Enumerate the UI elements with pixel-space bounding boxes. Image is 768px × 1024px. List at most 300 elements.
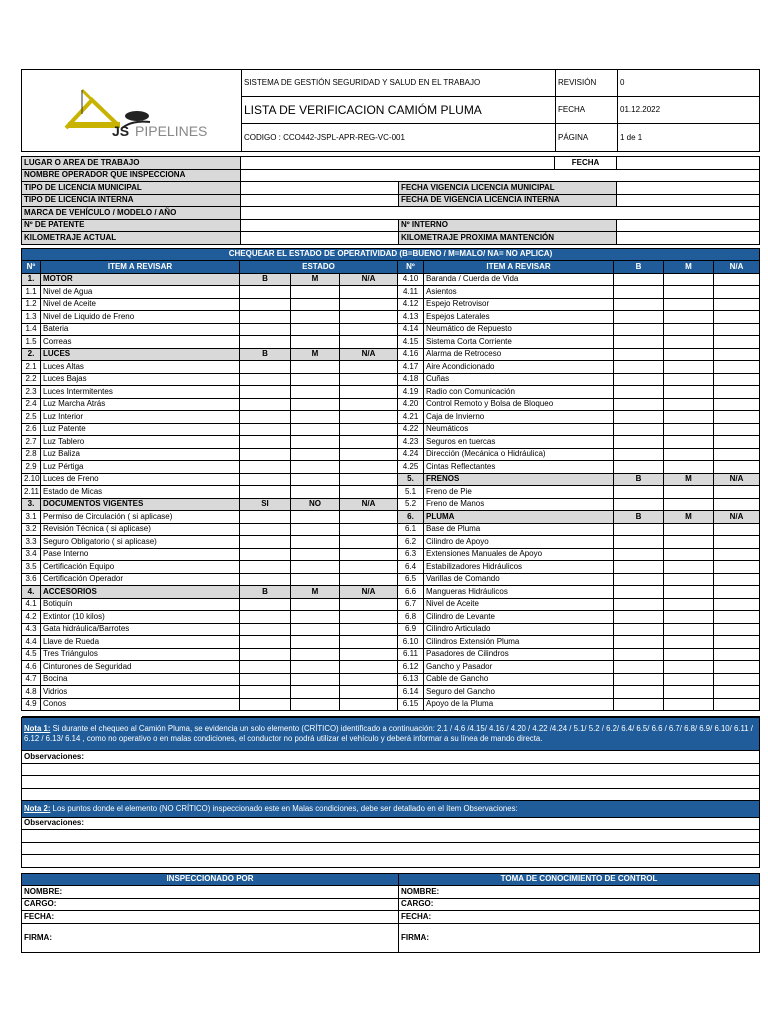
right-status-m-cell[interactable] [664,436,714,449]
right-status-na-cell[interactable] [714,561,760,574]
checklist-row [22,623,760,636]
right-status-m-cell[interactable] [664,586,714,599]
right-status-m-cell[interactable] [664,661,714,674]
left-item-label: Certificación Operador [41,573,240,586]
vehicle-make-field[interactable] [241,207,760,220]
right-section-column-header: M [664,473,714,486]
checklist-row [22,273,760,286]
right-item-number: 6.12 [398,661,424,674]
right-status-b-cell[interactable] [614,561,664,574]
right-status-m-cell[interactable] [664,611,714,624]
revision-label: REVISIÓN [556,70,618,97]
left-item-label: Nivel de Aceite [41,298,240,311]
left-status-b-cell[interactable] [240,636,291,649]
right-item-label: Seguros en tuercas [424,436,614,449]
left-item-number: 2.1 [22,361,41,374]
note-1-text: Si durante el chequeo al Camión Pluma, se evidencia un solo elemento (CRÍTICO) identificado a continuación: 2.1 / 4.6 /4.15/ 4.16 / 4.20 / 4.22 /4.24 / 5.1/ 5.2 / 6.2/ 6.4/ 6.5/ 6.6 / 6.7/ 6.8/ 6.9/ 6.10/ 6.11 / 6.12 / 6.13/ 6.14 , como no operativo o en malas condiciones, el conductor no podrá utilizar el vehículo y deberá informar a su línea de mando directa. [24,724,753,743]
right-status-na-cell[interactable] [714,573,760,586]
right-section-column-header: M [664,511,714,524]
work-area-field[interactable] [241,157,555,170]
right-status-b-cell[interactable] [614,586,664,599]
right-item-number: 5. [398,473,424,486]
left-status-b-cell[interactable] [240,561,291,574]
checklist-row [22,348,760,361]
right-status-b-cell[interactable] [614,336,664,349]
left-status-m-cell[interactable] [291,398,340,411]
right-status-b-cell[interactable] [614,623,664,636]
observations-2-field[interactable] [22,842,760,855]
right-status-m-cell[interactable] [664,548,714,561]
left-item-label: Botiquín [41,598,240,611]
right-status-b-cell[interactable] [614,611,664,624]
left-status-b-cell[interactable] [240,698,291,711]
right-status-m-cell[interactable] [664,673,714,686]
left-item-label: Vidrios [41,686,240,699]
left-status-m-cell[interactable] [291,448,340,461]
right-status-na-cell[interactable] [714,611,760,624]
observations-2-field[interactable] [22,855,760,868]
company-logo [22,70,242,152]
left-status-m-cell[interactable] [291,698,340,711]
left-status-b-cell[interactable] [240,623,291,636]
right-status-m-cell[interactable] [664,361,714,374]
left-status-b-cell[interactable] [240,298,291,311]
right-status-na-cell[interactable] [714,286,760,299]
right-item-number: 4.15 [398,336,424,349]
right-status-b-cell[interactable] [614,298,664,311]
checklist-row [22,686,760,699]
left-item-number: 1.2 [22,298,41,311]
municipal-license-label: TIPO DE LICENCIA MUNICIPAL [22,182,241,195]
left-status-m-cell[interactable] [291,436,340,449]
right-item-number: 4.23 [398,436,424,449]
operator-field[interactable] [241,169,760,182]
left-status-m-cell[interactable] [291,686,340,699]
right-status-na-cell[interactable] [714,623,760,636]
right-item-label: Mangueras Hidráulicos [424,586,614,599]
plate-label: Nº DE PATENTE [22,219,241,232]
controller-signature-field[interactable]: FIRMA: [399,923,760,952]
right-item-number: 6.4 [398,561,424,574]
right-status-na-cell[interactable] [714,536,760,549]
left-status-b-cell[interactable] [240,536,291,549]
right-status-b-cell[interactable] [614,686,664,699]
left-item-number: 4.3 [22,623,41,636]
left-item-label: Luces Bajas [41,373,240,386]
left-status-m-cell[interactable] [291,423,340,436]
right-status-m-cell[interactable] [664,598,714,611]
left-status-na-cell[interactable] [340,611,398,624]
controller-name-field[interactable]: NOMBRE: [399,886,760,899]
left-status-na-cell[interactable] [340,698,398,711]
right-item-number: 6.2 [398,536,424,549]
operator-label: NOMBRE OPERADOR QUE INSPECCIONA [22,169,241,182]
right-status-m-cell[interactable] [664,373,714,386]
left-status-na-cell[interactable] [340,436,398,449]
left-status-m-cell[interactable] [291,636,340,649]
left-status-m-cell[interactable] [291,336,340,349]
observations-1-field[interactable] [22,776,760,789]
left-status-m-cell[interactable] [291,386,340,399]
right-status-m-cell[interactable] [664,573,714,586]
left-status-b-cell[interactable] [240,423,291,436]
left-status-m-cell[interactable] [291,411,340,424]
inspection-date-field[interactable] [617,157,760,170]
left-item-number: 1.3 [22,311,41,324]
right-item-label: Cilindro Articulado [424,623,614,636]
right-item-number: 4.20 [398,398,424,411]
checklist-row [22,611,760,624]
right-status-na-cell[interactable] [714,411,760,424]
left-status-m-cell[interactable] [291,461,340,474]
left-status-b-cell[interactable] [240,598,291,611]
right-status-m-cell[interactable] [664,698,714,711]
controller-date-field[interactable]: FECHA: [399,911,760,924]
left-status-b-cell[interactable] [240,311,291,324]
right-status-b-cell[interactable] [614,386,664,399]
left-section-column-header: N/A [340,498,398,511]
right-status-b-cell[interactable] [614,498,664,511]
right-status-b-cell[interactable] [614,461,664,474]
right-status-na-cell[interactable] [714,423,760,436]
right-status-na-cell[interactable] [714,661,760,674]
svg-text:PIPELINES: PIPELINES [135,123,208,139]
right-status-na-cell[interactable] [714,323,760,336]
right-status-m-cell[interactable] [664,448,714,461]
left-status-na-cell[interactable] [340,473,398,486]
left-status-m-cell[interactable] [291,573,340,586]
right-status-na-cell[interactable] [714,698,760,711]
checklist-row [22,473,760,486]
right-status-na-cell[interactable] [714,436,760,449]
checklist-row [22,461,760,474]
right-status-m-cell[interactable] [664,323,714,336]
right-status-na-cell[interactable] [714,348,760,361]
right-status-na-cell[interactable] [714,673,760,686]
left-status-b-cell[interactable] [240,336,291,349]
left-status-b-cell[interactable] [240,361,291,374]
right-status-m-cell[interactable] [664,461,714,474]
left-status-m-cell[interactable] [291,548,340,561]
right-item-number: 6.10 [398,636,424,649]
left-status-na-cell[interactable] [340,398,398,411]
internal-license-label: TIPO DE LICENCIA INTERNA [22,194,241,207]
right-status-na-cell[interactable] [714,486,760,499]
right-section-column-header: B [614,511,664,524]
left-status-b-cell[interactable] [240,486,291,499]
right-item-number: 6. [398,511,424,524]
right-status-na-cell[interactable] [714,461,760,474]
left-status-m-cell[interactable] [291,561,340,574]
right-status-na-cell[interactable] [714,636,760,649]
left-status-b-cell[interactable] [240,386,291,399]
left-status-m-cell[interactable] [291,611,340,624]
right-status-na-cell[interactable] [714,311,760,324]
right-status-b-cell[interactable] [614,648,664,661]
checklist-row [22,398,760,411]
right-item-label: Nivel de Aceite [424,598,614,611]
right-status-m-cell[interactable] [664,636,714,649]
right-item-number: 6.6 [398,586,424,599]
right-item-number: 6.14 [398,686,424,699]
left-status-b-cell[interactable] [240,411,291,424]
checklist-row [22,586,760,599]
left-item-label: Luz Pértiga [41,461,240,474]
right-status-m-cell[interactable] [664,348,714,361]
right-status-na-cell[interactable] [714,361,760,374]
left-status-b-cell[interactable] [240,686,291,699]
left-status-na-cell[interactable] [340,448,398,461]
right-status-na-cell[interactable] [714,686,760,699]
internal-license-expiry-field[interactable] [617,194,760,207]
left-status-na-cell[interactable] [340,286,398,299]
left-status-m-cell[interactable] [291,673,340,686]
right-status-na-cell[interactable] [714,373,760,386]
right-item-label: Extensiones Manuales de Apoyo [424,548,614,561]
right-status-b-cell[interactable] [614,311,664,324]
right-status-m-cell[interactable] [664,423,714,436]
inspector-signature-field[interactable]: FIRMA: [22,923,399,952]
left-status-na-cell[interactable] [340,548,398,561]
right-status-m-cell[interactable] [664,648,714,661]
right-status-na-cell[interactable] [714,398,760,411]
left-status-b-cell[interactable] [240,373,291,386]
right-status-m-cell[interactable] [664,686,714,699]
right-status-b-cell[interactable] [614,286,664,299]
right-status-na-cell[interactable] [714,586,760,599]
observations-2-field[interactable] [22,830,760,843]
left-status-na-cell[interactable] [340,673,398,686]
left-status-na-cell[interactable] [340,511,398,524]
right-section-title: PLUMA [424,511,614,524]
inspector-name-field[interactable]: NOMBRE: [22,886,399,899]
left-item-number: 2.4 [22,398,41,411]
left-status-na-cell[interactable] [340,686,398,699]
left-status-na-cell[interactable] [340,486,398,499]
right-status-b-cell[interactable] [614,661,664,674]
left-status-b-cell[interactable] [240,448,291,461]
right-status-m-cell[interactable] [664,623,714,636]
right-status-m-cell[interactable] [664,561,714,574]
left-status-m-cell[interactable] [291,523,340,536]
observations-1-field[interactable] [22,763,760,776]
right-status-m-cell[interactable] [664,411,714,424]
left-status-b-cell[interactable] [240,611,291,624]
col-b-right: B [614,261,664,274]
checklist-row [22,386,760,399]
left-status-m-cell[interactable] [291,598,340,611]
right-status-b-cell[interactable] [614,398,664,411]
left-item-number: 3.6 [22,573,41,586]
right-status-na-cell[interactable] [714,448,760,461]
right-item-number: 4.11 [398,286,424,299]
right-status-b-cell[interactable] [614,373,664,386]
right-status-na-cell[interactable] [714,648,760,661]
left-status-na-cell[interactable] [340,373,398,386]
left-status-na-cell[interactable] [340,623,398,636]
vehicle-info [21,156,760,245]
inspector-date-field[interactable]: FECHA: [22,911,399,924]
left-status-m-cell[interactable] [291,536,340,549]
right-status-na-cell[interactable] [714,598,760,611]
right-status-na-cell[interactable] [714,548,760,561]
right-status-na-cell[interactable] [714,298,760,311]
left-status-b-cell[interactable] [240,473,291,486]
left-status-m-cell[interactable] [291,648,340,661]
internal-number-field[interactable] [617,219,760,232]
right-status-b-cell[interactable] [614,448,664,461]
right-status-m-cell[interactable] [664,336,714,349]
right-status-na-cell[interactable] [714,386,760,399]
inspector-role-field[interactable]: CARGO: [22,898,399,911]
left-status-m-cell[interactable] [291,323,340,336]
right-status-m-cell[interactable] [664,273,714,286]
left-status-m-cell[interactable] [291,623,340,636]
left-status-m-cell[interactable] [291,286,340,299]
left-status-b-cell[interactable] [240,286,291,299]
controller-role-field[interactable]: CARGO: [399,898,760,911]
left-status-na-cell[interactable] [340,598,398,611]
left-status-m-cell[interactable] [291,373,340,386]
left-status-na-cell[interactable] [340,323,398,336]
left-status-na-cell[interactable] [340,523,398,536]
left-status-b-cell[interactable] [240,548,291,561]
left-status-na-cell[interactable] [340,298,398,311]
right-status-m-cell[interactable] [664,536,714,549]
left-status-na-cell[interactable] [340,336,398,349]
left-status-na-cell[interactable] [340,636,398,649]
right-item-number: 4.12 [398,298,424,311]
left-section-column-header: N/A [340,586,398,599]
internal-license-field[interactable] [241,194,399,207]
right-status-b-cell[interactable] [614,548,664,561]
right-status-b-cell[interactable] [614,323,664,336]
left-status-b-cell[interactable] [240,436,291,449]
right-item-number: 6.15 [398,698,424,711]
left-status-m-cell[interactable] [291,486,340,499]
right-status-m-cell[interactable] [664,486,714,499]
right-status-b-cell[interactable] [614,598,664,611]
left-item-label: Llave de Rueda [41,636,240,649]
inspection-date-label: FECHA [555,157,617,170]
right-status-m-cell[interactable] [664,386,714,399]
right-status-b-cell[interactable] [614,348,664,361]
left-status-na-cell[interactable] [340,573,398,586]
right-item-label: Base de Pluma [424,523,614,536]
checklist-row [22,373,760,386]
left-status-na-cell[interactable] [340,661,398,674]
right-status-m-cell[interactable] [664,311,714,324]
right-item-label: Freno de Pie [424,486,614,499]
left-status-b-cell[interactable] [240,461,291,474]
right-item-label: Pasadores de Cilindros [424,648,614,661]
right-status-b-cell[interactable] [614,673,664,686]
right-status-b-cell[interactable] [614,273,664,286]
plate-field[interactable] [241,219,399,232]
left-item-label: Gata hidráulica/Barrotes [41,623,240,636]
left-status-na-cell[interactable] [340,648,398,661]
left-status-na-cell[interactable] [340,361,398,374]
right-status-b-cell[interactable] [614,486,664,499]
right-status-m-cell[interactable] [664,398,714,411]
left-item-label: Luces Altas [41,361,240,374]
left-status-m-cell[interactable] [291,298,340,311]
left-status-b-cell[interactable] [240,323,291,336]
right-status-b-cell[interactable] [614,573,664,586]
right-status-m-cell[interactable] [664,286,714,299]
left-status-b-cell[interactable] [240,673,291,686]
left-status-na-cell[interactable] [340,411,398,424]
right-item-label: Dirección (Mecánica o Hidráulica) [424,448,614,461]
left-status-b-cell[interactable] [240,523,291,536]
municipal-license-expiry-field[interactable] [617,182,760,195]
right-item-number: 4.13 [398,311,424,324]
left-status-na-cell[interactable] [340,536,398,549]
municipal-license-field[interactable] [241,182,399,195]
right-status-m-cell[interactable] [664,298,714,311]
right-item-label: Cintas Reflectantes [424,461,614,474]
right-item-label: Sistema Corta Corriente [424,336,614,349]
col-m-right: M [664,261,714,274]
observations-1-field[interactable] [22,788,760,801]
left-status-na-cell[interactable] [340,561,398,574]
date-label: FECHA [556,96,618,124]
right-status-b-cell[interactable] [614,361,664,374]
right-item-label: Neumáticos [424,423,614,436]
right-status-na-cell[interactable] [714,498,760,511]
left-status-m-cell[interactable] [291,311,340,324]
left-status-b-cell[interactable] [240,648,291,661]
right-item-number: 4.18 [398,373,424,386]
right-status-b-cell[interactable] [614,636,664,649]
left-status-m-cell[interactable] [291,511,340,524]
left-status-na-cell[interactable] [340,386,398,399]
left-status-b-cell[interactable] [240,661,291,674]
right-status-m-cell[interactable] [664,498,714,511]
right-status-na-cell[interactable] [714,273,760,286]
right-status-b-cell[interactable] [614,536,664,549]
left-status-m-cell[interactable] [291,361,340,374]
right-status-b-cell[interactable] [614,436,664,449]
right-status-na-cell[interactable] [714,523,760,536]
left-item-label: Extintor (10 kilos) [41,611,240,624]
left-item-number: 2.10 [22,473,41,486]
left-status-b-cell[interactable] [240,511,291,524]
right-item-label: Cuñas [424,373,614,386]
left-status-m-cell[interactable] [291,473,340,486]
right-status-b-cell[interactable] [614,423,664,436]
checklist-row [22,661,760,674]
checklist-row [22,561,760,574]
right-item-label: Seguro del Gancho [424,686,614,699]
left-item-number: 2.2 [22,373,41,386]
right-item-label: Baranda / Cuerda de Vida [424,273,614,286]
left-status-na-cell[interactable] [340,423,398,436]
left-status-b-cell[interactable] [240,398,291,411]
right-item-label: Gancho y Pasador [424,661,614,674]
right-status-na-cell[interactable] [714,336,760,349]
left-status-na-cell[interactable] [340,461,398,474]
next-maintenance-field[interactable] [617,232,760,245]
left-status-m-cell[interactable] [291,661,340,674]
left-status-b-cell[interactable] [240,573,291,586]
left-status-na-cell[interactable] [340,311,398,324]
right-status-m-cell[interactable] [664,523,714,536]
mileage-field[interactable] [241,232,399,245]
right-status-b-cell[interactable] [614,698,664,711]
right-status-b-cell[interactable] [614,411,664,424]
right-status-b-cell[interactable] [614,523,664,536]
